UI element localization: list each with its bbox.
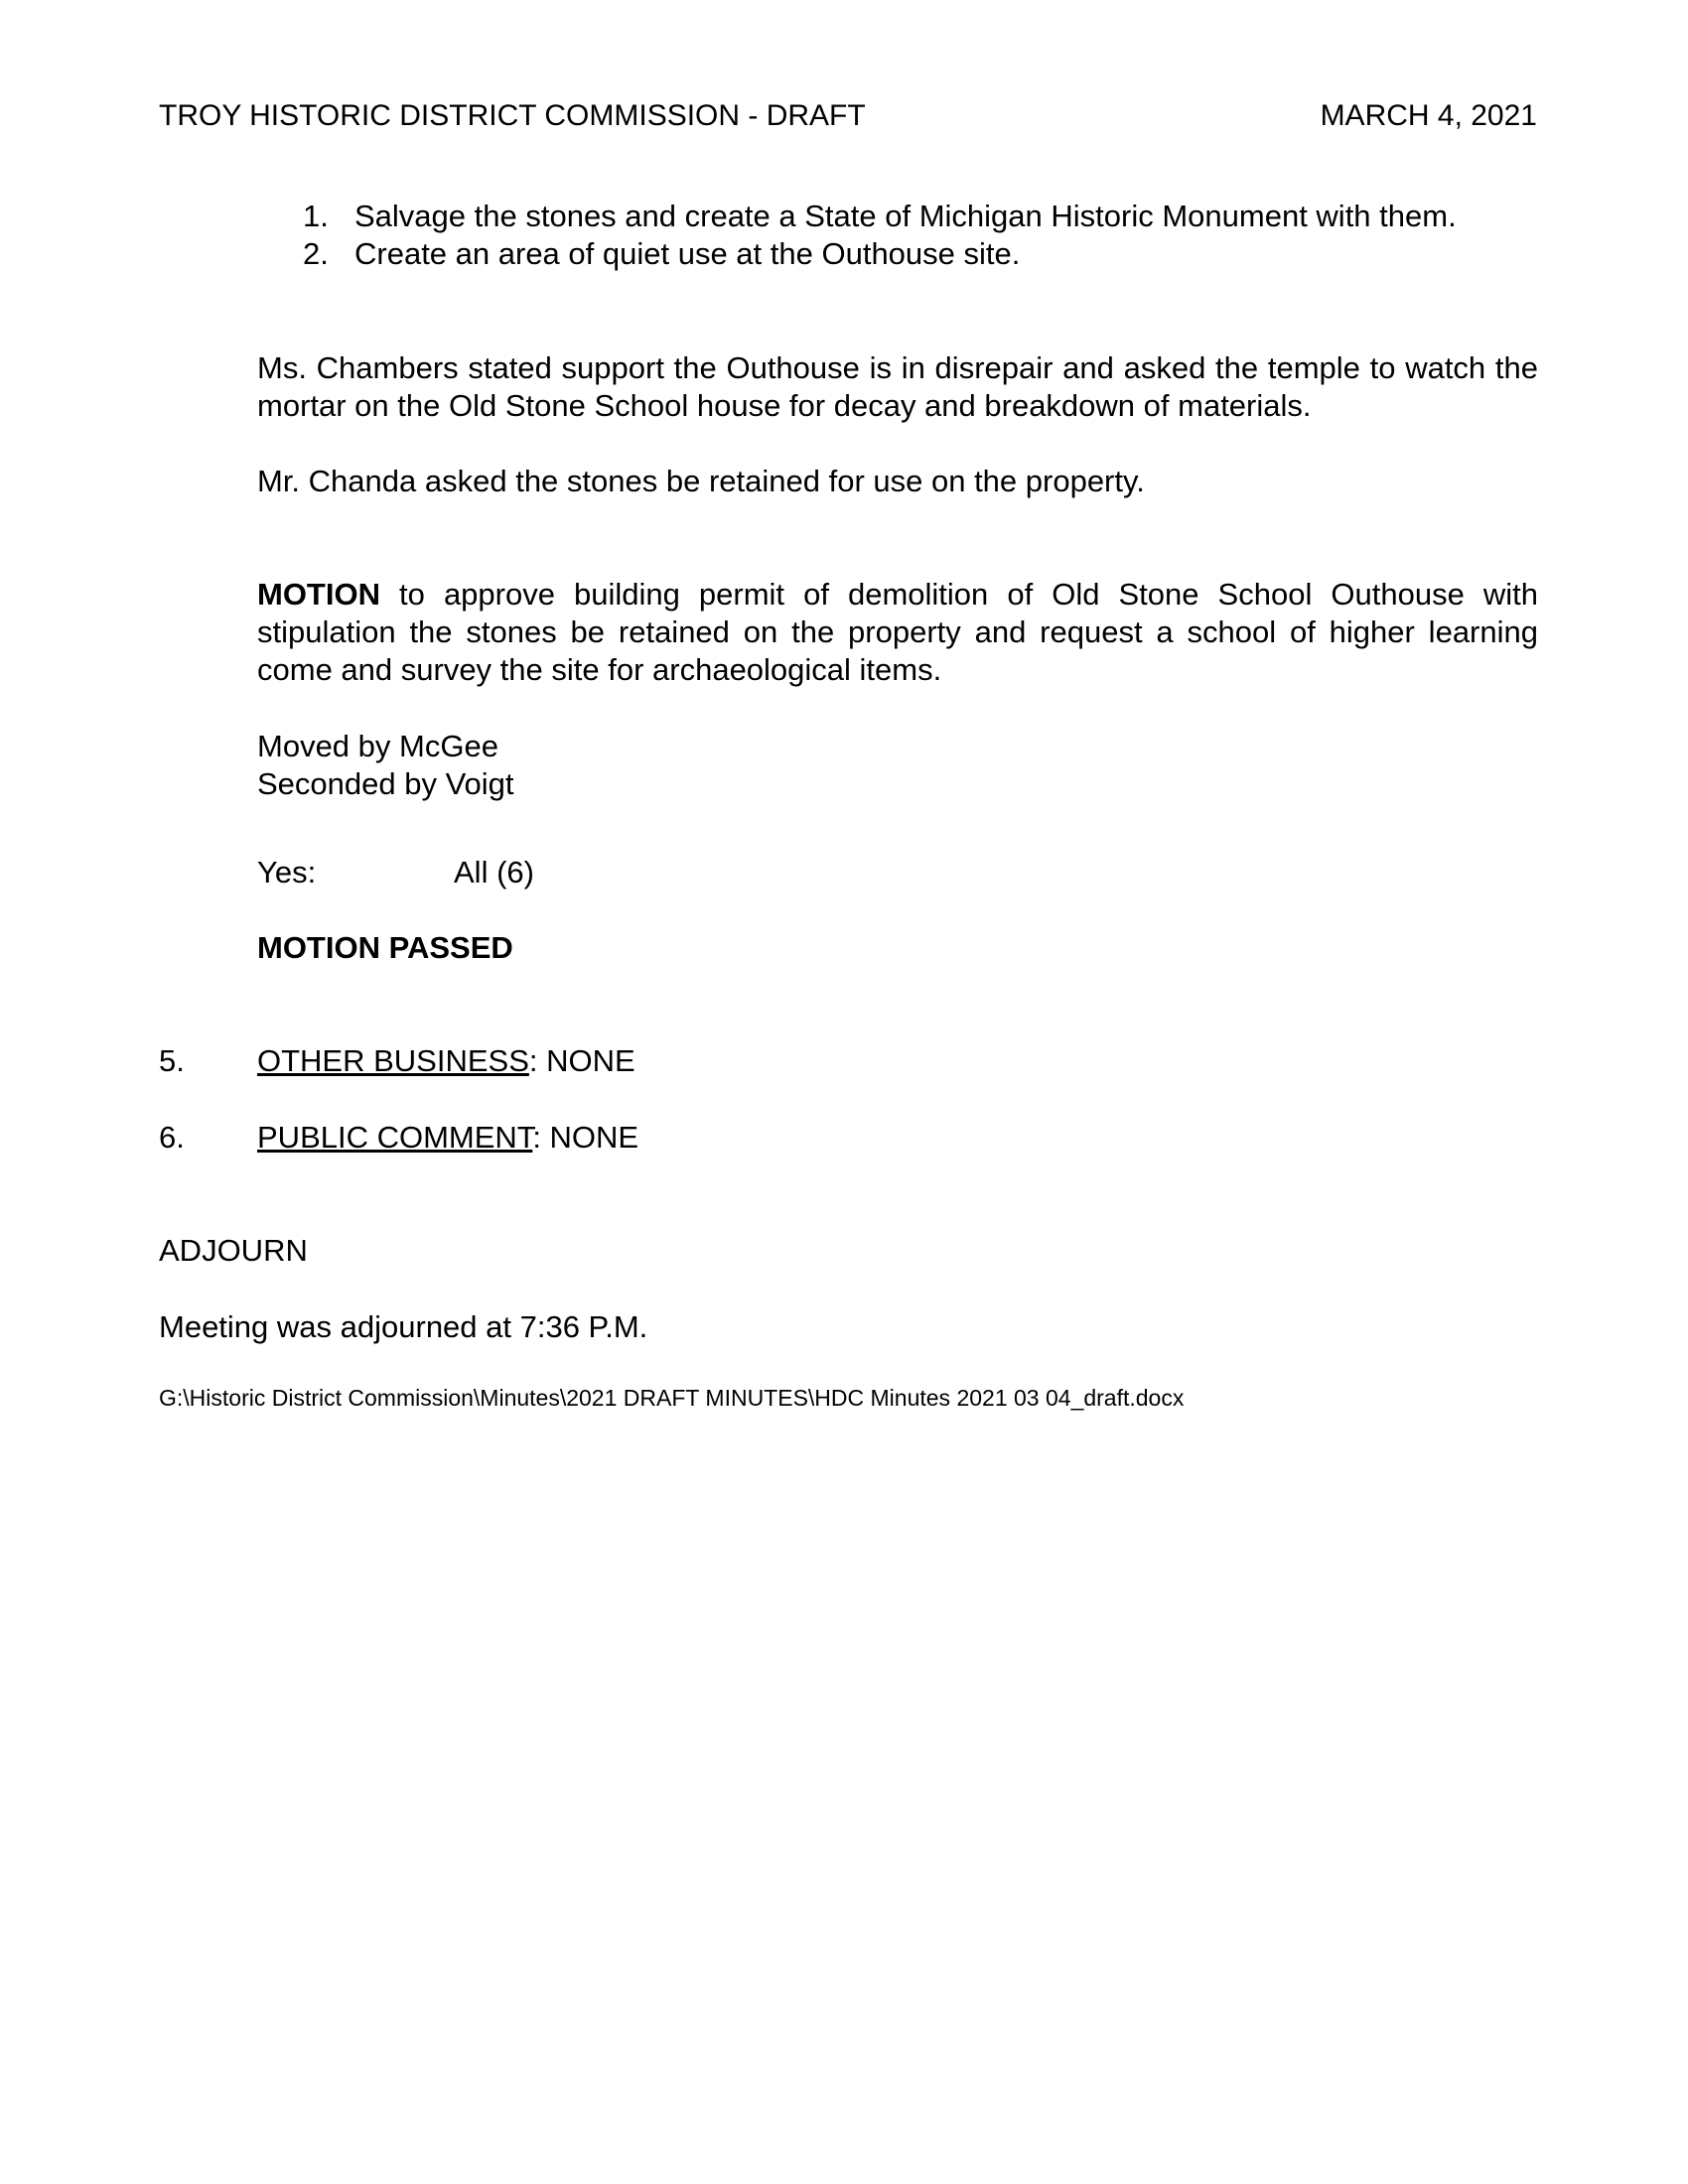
vote-row — [257, 854, 1538, 891]
section-number: 6. — [159, 1120, 185, 1155]
section-value: : NONE — [532, 1120, 639, 1155]
page-header — [159, 97, 1537, 135]
motion-label: MOTION — [257, 577, 380, 612]
file-path-footer: G:\Historic District Commission\Minutes\2021 DRAFT MINUTES\HDC Minutes 2021 03 04_draft.docx — [159, 1385, 1185, 1411]
section-other-business — [159, 1042, 635, 1080]
header-title: TROY HISTORIC DISTRICT COMMISSION - DRAFT — [159, 99, 866, 132]
section-value: : NONE — [528, 1043, 635, 1078]
adjourn-text: Meeting was adjourned at 7:36 P.M. — [159, 1309, 648, 1344]
section-title: PUBLIC COMMENT — [257, 1120, 533, 1155]
moved-by: Moved by McGee — [257, 729, 498, 763]
vote-yes-value: All (6) — [454, 855, 534, 889]
section-number: 5. — [159, 1043, 185, 1078]
header-date: MARCH 4, 2021 — [1320, 99, 1537, 132]
seconded-by: Seconded by Voigt — [257, 766, 514, 801]
vote-yes-label: Yes: — [257, 855, 317, 889]
section-title: OTHER BUSINESS — [257, 1043, 529, 1078]
chanda-paragraph: Mr. Chanda asked the stones be retained for use on the property. — [257, 464, 1145, 498]
numbered-list — [303, 198, 1544, 273]
motion-result: MOTION PASSED — [257, 930, 513, 965]
list-item-number: 2. — [303, 236, 329, 271]
motion-text: to approve building permit of demolition of Old Stone School Outhouse with stipulation the stones be retained on the property and request a school of higher learning come and survey the site for archaeological items. — [257, 577, 1538, 687]
chambers-paragraph: Ms. Chambers stated support the Outhouse is in disrepair and asked the temple to watch the mortar on the Old Stone School house for decay and breakdown of materials. — [257, 350, 1538, 423]
section-public-comment — [159, 1119, 638, 1157]
adjourn-heading: ADJOURN — [159, 1233, 308, 1268]
list-item-number: 1. — [303, 199, 329, 233]
list-item — [303, 198, 1544, 235]
motion-paragraph — [257, 576, 1538, 689]
motion-movers — [257, 728, 1538, 803]
list-item — [303, 235, 1544, 273]
list-item-text: Create an area of quiet use at the Outhouse site. — [354, 236, 1021, 271]
list-item-text: Salvage the stones and create a State of Michigan Historic Monument with them. — [354, 199, 1457, 233]
